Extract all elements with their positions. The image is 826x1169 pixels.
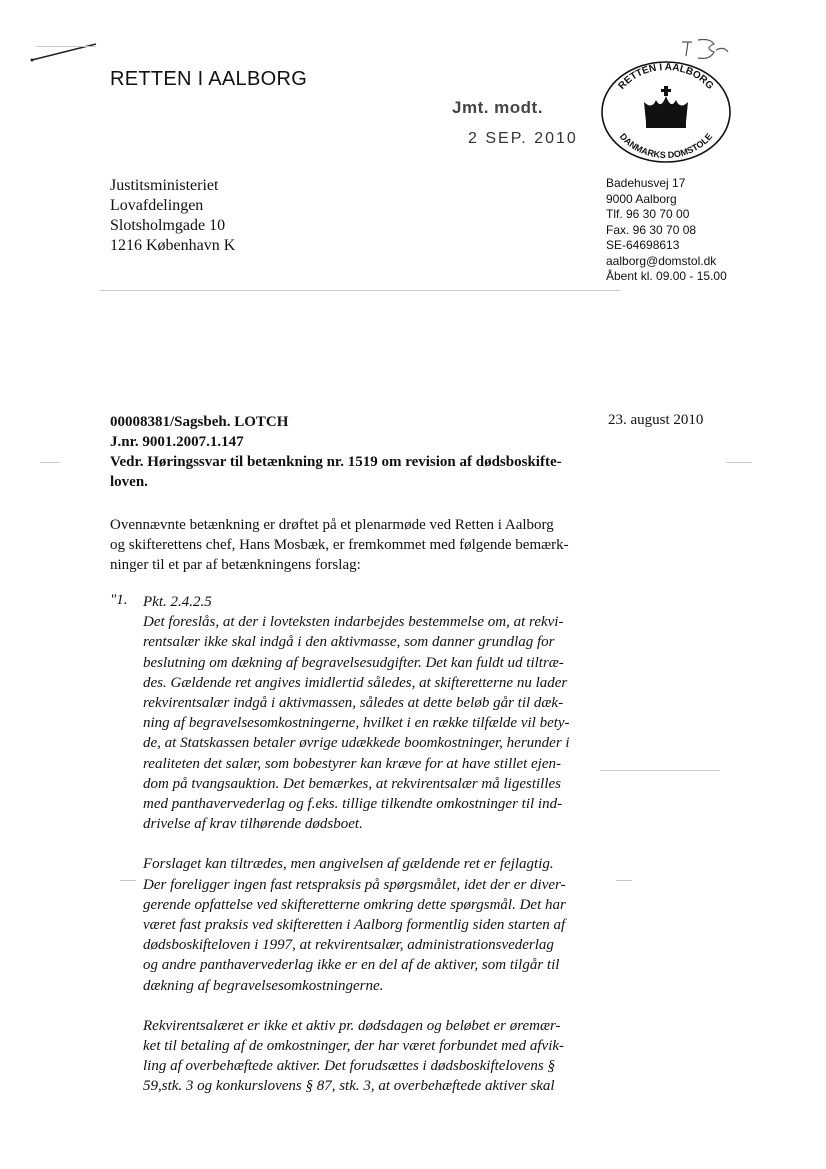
received-stamp-date: 2 SEP. 2010 <box>468 130 578 147</box>
intro-line: og skifterettens chef, Hans Mosbæk, er fremkommet med følgende bemærk- <box>110 537 569 553</box>
seal-top-text: RETTEN I AALBORG <box>616 61 716 92</box>
quote-line: beslutning om dækning af begravelsesudgifter. Det kan fuldt ud tiltræ- <box>143 654 564 671</box>
quote-line: dom på tvangsauktion. Det bemærkes, at rekvirentsalær må ligestilles <box>143 775 562 792</box>
quote-line: dødsboskifteloven i 1997, at rekvirentsalær, administrationsvederlag <box>143 937 554 954</box>
reference-block <box>110 412 562 492</box>
quote-line: ning af begravelsesomkostningerne, hvilket i en række tilfælde vil bety- <box>143 715 570 732</box>
sender-line: Tlf. 96 30 70 00 <box>606 207 690 221</box>
quote-line: gerende opfattelse ved skifteretterne omkring dette spørgsmål. Det har <box>143 896 566 913</box>
quoted-remarks <box>143 592 613 1117</box>
quote-line: Det foreslås, at der i lovteksten indarbejdes bestemmelse om, at rekvi- <box>143 614 564 631</box>
quote-line: ket til betaling af de omkostninger, der har været forbundet med afvik- <box>143 1038 565 1055</box>
intro-paragraph <box>110 515 630 575</box>
quote-paragraph <box>143 612 613 834</box>
sender-line: SE-64698613 <box>606 238 680 252</box>
subject-line: loven. <box>110 474 148 490</box>
sender-opening-hours: Åbent kl. 09.00 - 15.00 <box>606 269 727 283</box>
crown-icon <box>644 86 688 128</box>
quote-line: Forslaget kan tiltrædes, men angivelsen af gældende ret er fejlagtig. <box>143 856 554 873</box>
intro-line: Ovennævnte betænkning er drøftet på et plenarmøde ved Retten i Aalborg <box>110 517 554 533</box>
subject-line: Vedr. Høringssvar til betænkning nr. 1519 om revision af dødsboskifte- <box>110 454 562 470</box>
quote-paragraph <box>143 854 613 995</box>
scan-artifact <box>120 880 136 881</box>
quote-line: realiteten det salær, som bobestyrer kan kræve for at have stillet ejen- <box>143 755 561 772</box>
quote-line: med panthavervederlag og f.eks. tillige tilkendte omkostninger til ind- <box>143 796 563 813</box>
quote-line: dækning af begravelsesomkostningerne. <box>143 977 384 994</box>
intro-line: ninger til et par af betænkningens forslag: <box>110 557 361 573</box>
received-stamp: Jmt. modt. <box>452 98 543 117</box>
sender-line: Fax. 96 30 70 08 <box>606 222 697 237</box>
quote-item-marker: "1. <box>110 592 128 608</box>
scan-artifact <box>40 462 60 463</box>
quote-line: Der foreligger ingen fast retspraksis på spørgsmålet, idet der er diver- <box>143 876 566 893</box>
journal-number: J.nr. 9001.2007.1.147 <box>110 434 244 450</box>
sender-contact-block <box>606 176 727 285</box>
quote-line: været fast praksis ved skifteretten i Aalborg formentlig siden starten af <box>143 917 566 934</box>
court-seal <box>596 56 736 166</box>
recipient-line: Slotsholmgade 10 <box>110 217 226 234</box>
pen-stroke-mark <box>30 40 100 64</box>
quote-line: de, at Statskassen betaler øvrige udækkede boomkostninger, herunder i <box>143 735 570 752</box>
scan-artifact <box>36 46 96 47</box>
court-name: RETTEN I AALBORG <box>110 68 308 90</box>
sender-line: 9000 Aalborg <box>606 191 677 206</box>
recipient-line: 1216 København K <box>110 237 236 254</box>
quote-paragraph <box>143 1016 613 1097</box>
quote-line: og andre panthavervederlag ikke er en del af de aktiver, som tilgår til <box>143 957 560 974</box>
quote-line: ling af overbehæftede aktiver. Det forudsættes i dødsboskiftelovens § <box>143 1058 556 1075</box>
recipient-line: Lovafdelingen <box>110 197 204 214</box>
quote-line: rentsalær ikke skal indgå i den aktivmasse, som danner grundlag for <box>143 634 555 651</box>
scan-artifact <box>600 770 720 771</box>
quote-line: des. Gældende ret angives imidlertid således, at skifteretterne nu lader <box>143 674 568 691</box>
case-reference: 00008381/Sagsbeh. LOTCH <box>110 414 289 430</box>
scan-artifact <box>726 462 752 463</box>
sender-email: aalborg@domstol.dk <box>606 253 717 268</box>
recipient-address <box>110 176 235 256</box>
recipient-line: Justitsministeriet <box>110 177 219 194</box>
letter-date: 23. august 2010 <box>608 412 704 428</box>
sender-line: Badehusvej 17 <box>606 176 686 190</box>
quote-line: Rekvirentsalæret er ikke et aktiv pr. dødsdagen og beløbet er øremær- <box>143 1017 561 1034</box>
scan-artifact <box>100 290 620 291</box>
quote-line: 59,stk. 3 og konkurslovens § 87, stk. 3, at overbehæftede aktiver skal <box>143 1078 555 1095</box>
seal-bottom-text: DANMARKS DOMSTOLE <box>617 131 715 161</box>
scan-artifact <box>616 880 632 881</box>
quote-line: drivelse af krav tilhørende dødsboet. <box>143 816 363 833</box>
quote-heading: Pkt. 2.4.2.5 <box>143 594 212 610</box>
svg-text:DANMARKS DOMSTOLE <box>618 131 714 160</box>
quote-line: rekvirentsalær indgå i aktivmassen, således at dette beløb går til dæk- <box>143 695 564 712</box>
